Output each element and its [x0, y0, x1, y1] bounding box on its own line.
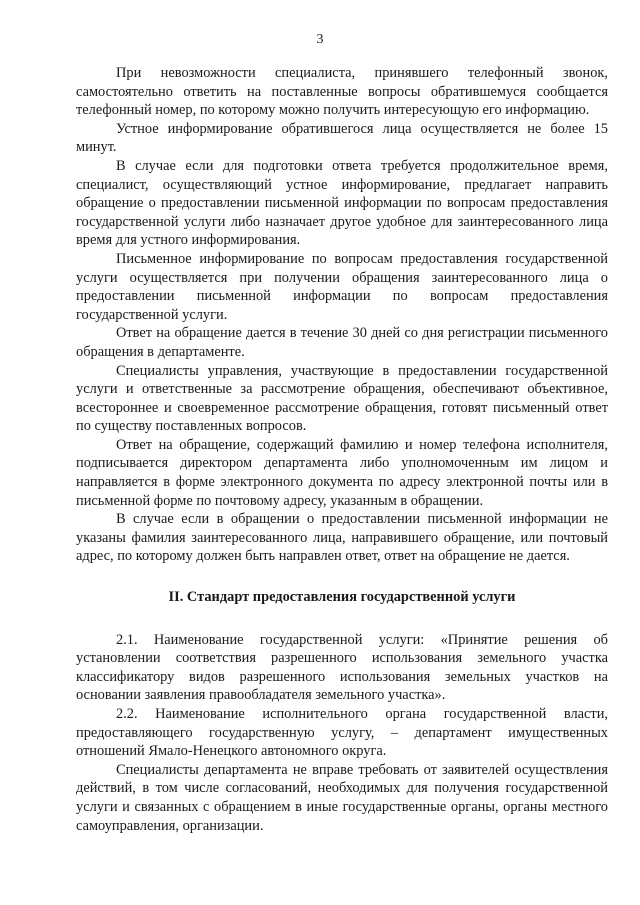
paragraph: При невозможности специалиста, принявшего телефонный звонок, самостоятельно ответить на поставленные вопросы обратившемуся сообщается телефонный номер, по которому можно получить интересующую его информацию.: [76, 65, 608, 119]
page-number: 3: [316, 32, 324, 47]
section-heading: II. Стандарт предоставления государственной услуги: [168, 589, 516, 606]
paragraph: Ответ на обращение дается в течение 30 дней со дня регистрации письменного обращения в департаменте.: [76, 325, 608, 360]
paragraph: В случае если в обращении о предоставлении письменной информации не указаны фамилия заинтересованного лица, направившего обращение, или почтовый адрес, по которому должен быть направлен ответ, ответ на обращение не дается.: [76, 511, 608, 565]
paragraph: Ответ на обращение, содержащий фамилию и номер телефона исполнителя, подписывается директором департамента либо уполномоченным им лицом и направляется в форме электронного документа по адресу электронной почты или в письменной форме по почтовому адресу, указанным в обращении.: [76, 436, 608, 509]
document-body: [76, 64, 608, 835]
paragraph: Письменное информирование по вопросам предоставления государственной услуги осуществляется при получении обращения заинтересованного лица о предоставлении письменной информации по вопросам предоставления государственной услуги.: [76, 250, 608, 323]
paragraph: 2.2. Наименование исполнительного органа государственной власти, предоставляющего государственную услугу, – департамент имущественных отношений Ямало-Ненецкого автономного округа.: [76, 706, 608, 760]
paragraph: В случае если для подготовки ответа требуется продолжительное время, специалист, осуществляющий устное информирование, предлагает направить обращение о предоставлении письменной информации по вопросам предоставления государственной услуги либо назначает другое удобное для заинтересованного лица время для устного информирования.: [76, 157, 608, 249]
paragraph: 2.1. Наименование государственной услуги: «Принятие решения об установлении соответствия разрешенного использования земельного участка классификатору видов разрешенного использования земельных участков на основании заявления правообладателя земельного участка».: [76, 631, 608, 704]
paragraph: Устное информирование обратившегося лица осуществляется не более 15 минут.: [76, 120, 608, 156]
paragraph: Специалисты управления, участвующие в предоставлении государственной услуги и ответственные за рассмотрение обращения, обеспечивают объективное, всестороннее и своевременное рассмотрение обращения, готовят письменный ответ по существу поставленных вопросов.: [76, 362, 608, 435]
paragraph: Специалисты департамента не вправе требовать от заявителей осуществления действий, в том числе согласований, необходимых для получения государственной услуги и связанных с обращением в иные государственные органы, органы местного самоуправления, организации.: [76, 761, 608, 834]
